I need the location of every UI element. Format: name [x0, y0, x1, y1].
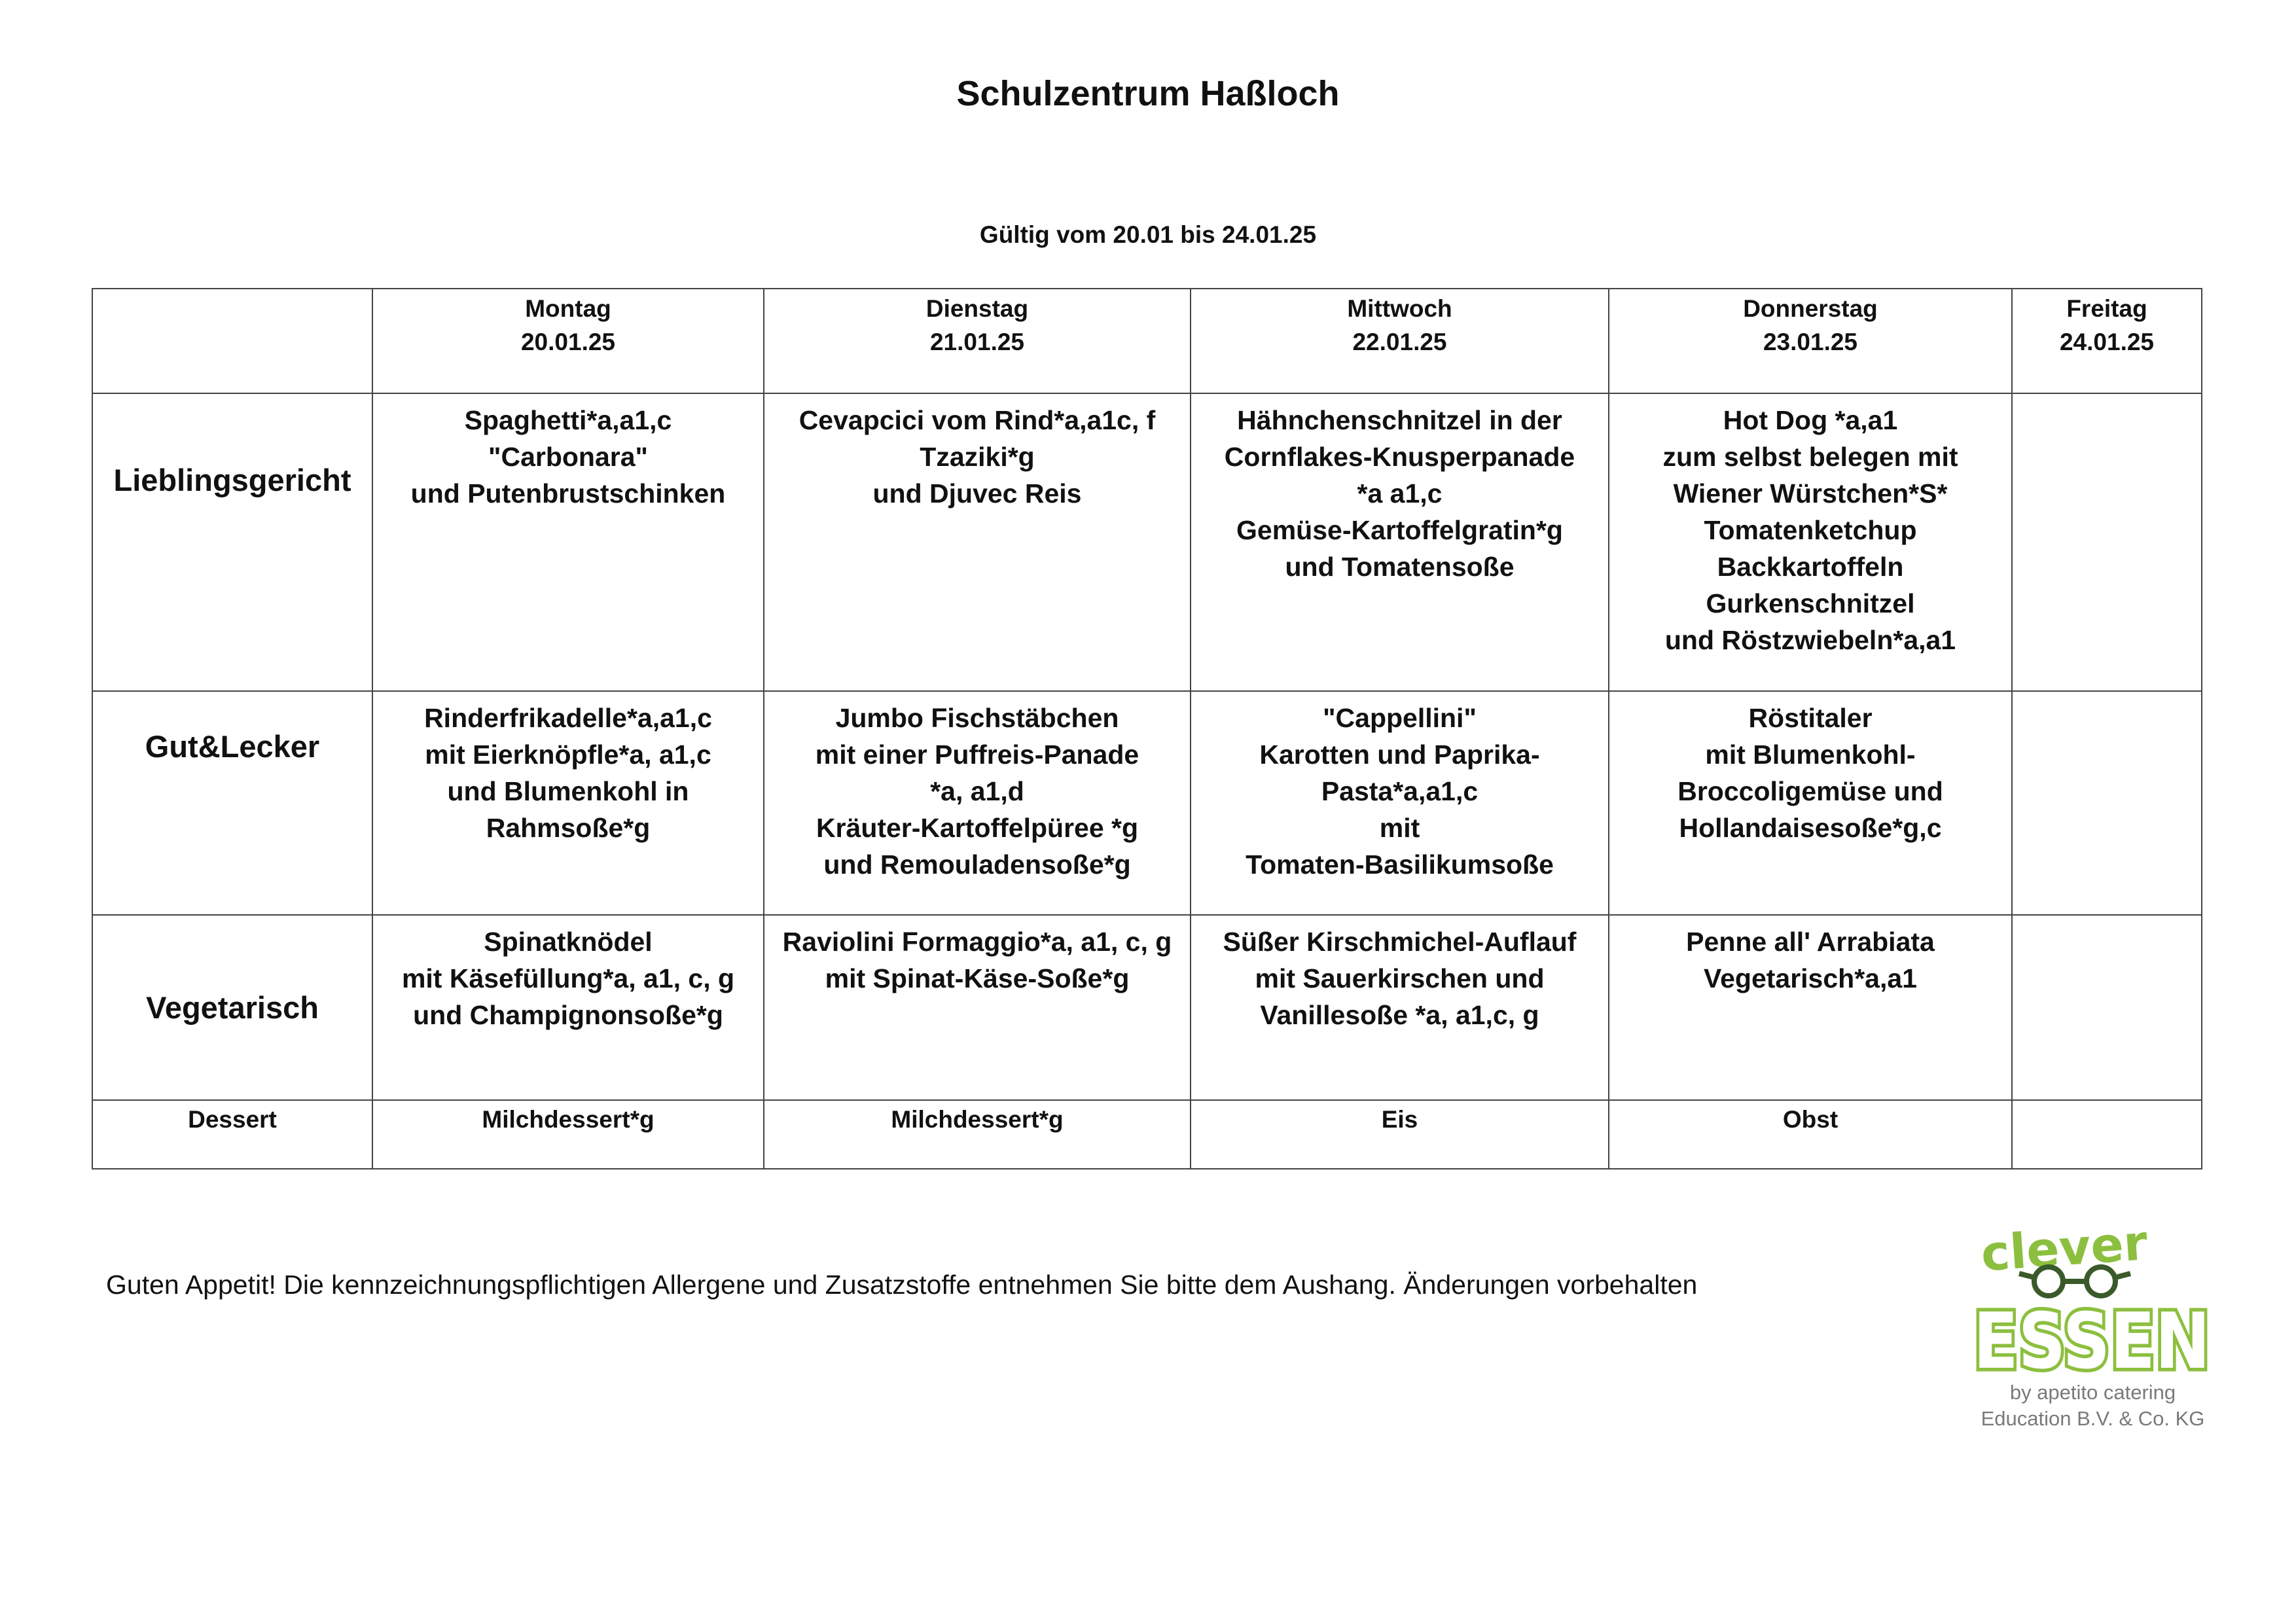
corner-cell: [92, 289, 372, 393]
dish-line: Raviolini Formaggio*a, a1, c, g: [782, 927, 1172, 957]
empty-menu-cell: [2012, 393, 2202, 691]
menu-cell: [372, 691, 764, 915]
dish-line: Vegetarisch*a,a1: [1704, 963, 1917, 993]
dish-line: Backkartoffeln: [1717, 552, 1904, 582]
logo-graphic: [1973, 1211, 2212, 1386]
dish-line: Hähnchenschnitzel in der: [1237, 405, 1562, 435]
allergen-note: Guten Appetit! Die kennzeichnungspflichtigen Allergene und Zusatzstoffe entnehmen Sie bitte dem Aushang. Änderungen vorbehalten: [106, 1270, 1698, 1300]
day-name: Dienstag: [925, 295, 1029, 322]
dish-line: Hollandaisesoße*g,c: [1679, 813, 1942, 843]
row-gut-und-lecker: [92, 691, 2202, 915]
day-name: Freitag: [2066, 295, 2147, 322]
dish-line: *a, a1,d: [930, 776, 1024, 806]
empty-dessert-cell: [2012, 1100, 2202, 1169]
day-name: Mittwoch: [1347, 295, 1452, 322]
dish-line: mit Spinat-Käse-Soße*g: [825, 963, 1130, 993]
dish-line: Rinderfrikadelle*a,a1,c: [424, 703, 712, 733]
dish-line: mit Sauerkirschen und: [1255, 963, 1545, 993]
menu-cell: [1609, 691, 2012, 915]
day-name: Donnerstag: [1743, 295, 1878, 322]
logo-byline: [1973, 1380, 2212, 1432]
dish-line: Vanillesoße *a, a1,c, g: [1260, 1000, 1539, 1030]
dish-line: mit Käsefüllung*a, a1, c, g: [401, 963, 735, 993]
menu-cell: [1191, 393, 1609, 691]
dish-line: "Cappellini": [1323, 703, 1477, 733]
row-label-dessert: Dessert: [92, 1100, 372, 1169]
day-date: 22.01.25: [1352, 329, 1447, 355]
dish-line: Hot Dog *a,a1: [1723, 405, 1898, 435]
row-label-vegetarisch: Vegetarisch: [92, 915, 372, 1100]
dish-line: Spaghetti*a,a1,c: [464, 405, 672, 435]
empty-menu-cell: [2012, 915, 2202, 1100]
dish-line: Pasta*a,a1,c: [1321, 776, 1479, 806]
dish-line: mit einer Puffreis-Panade: [815, 740, 1139, 770]
logo-word-top: clever: [1979, 1215, 2149, 1283]
row-label-gut-und-lecker: Gut&Lecker: [92, 691, 372, 915]
dish-line: Röstitaler: [1748, 703, 1873, 733]
dish-line: und Putenbrustschinken: [410, 478, 726, 508]
menu-cell: [1191, 915, 1609, 1100]
menu-cell: [764, 393, 1191, 691]
menu-cell: [1191, 691, 1609, 915]
dish-line: mit Eierknöpfle*a, a1,c: [425, 740, 711, 770]
day-header-tuesday: [764, 289, 1191, 393]
logo-byline-1: by apetito catering: [2009, 1381, 2176, 1404]
dish-line: Tomatenketchup: [1704, 515, 1917, 545]
dish-line: Broccoligemüse und: [1677, 776, 1943, 806]
logo-byline-2: Education B.V. & Co. KG: [1981, 1407, 2205, 1430]
dish-line: "Carbonara": [488, 442, 648, 472]
dish-line: Karotten und Paprika-: [1259, 740, 1540, 770]
dish-line: und Tomatensoße: [1285, 552, 1515, 582]
dish-line: und Remouladensoße*g: [823, 849, 1131, 880]
day-header-wednesday: [1191, 289, 1609, 393]
menu-cell: [764, 691, 1191, 915]
dish-line: Wiener Würstchen*S*: [1673, 478, 1948, 508]
dish-line: Rahmsoße*g: [486, 813, 651, 843]
dessert-cell: Milchdessert*g: [764, 1100, 1191, 1169]
validity-period: Gültig vom 20.01 bis 24.01.25: [979, 221, 1317, 248]
day-header-monday: [372, 289, 764, 393]
dish-line: Tzaziki*g: [920, 442, 1035, 472]
day-header-friday: [2012, 289, 2202, 393]
day-name: Montag: [525, 295, 611, 322]
dish-line: Jumbo Fischstäbchen: [835, 703, 1119, 733]
day-date: 24.01.25: [2059, 329, 2155, 355]
dish-line: Spinatknödel: [484, 927, 653, 957]
dish-line: Cevapcici vom Rind*a,a1c, f: [798, 405, 1156, 435]
dish-line: mit: [1379, 813, 1420, 843]
row-lieblingsgericht: [92, 393, 2202, 691]
menu-cell: [1609, 915, 2012, 1100]
day-date: 20.01.25: [520, 329, 616, 355]
dessert-cell: Eis: [1191, 1100, 1609, 1169]
dish-line: *a a1,c: [1357, 478, 1443, 508]
logo-word-main: ESSEN: [1973, 1296, 2210, 1386]
table-header-row: [92, 289, 2202, 393]
menu-table: [92, 288, 2202, 1169]
day-header-thursday: [1609, 289, 2012, 393]
dish-line: mit Blumenkohl-: [1705, 740, 1916, 770]
menu-cell: [372, 393, 764, 691]
dessert-cell: Milchdessert*g: [372, 1100, 764, 1169]
dish-line: Gurkenschnitzel: [1706, 588, 1915, 618]
page-title: Schulzentrum Haßloch: [956, 74, 1340, 113]
row-vegetarisch: [92, 915, 2202, 1100]
dish-line: zum selbst belegen mit: [1662, 442, 1958, 472]
day-date: 23.01.25: [1763, 329, 1858, 355]
dish-line: Cornflakes-Knusperpanade: [1224, 442, 1575, 472]
dish-line: und Djuvec Reis: [872, 478, 1082, 508]
dish-line: Tomaten-Basilikumsoße: [1246, 849, 1554, 880]
dessert-cell: Obst: [1609, 1100, 2012, 1169]
menu-cell: [764, 915, 1191, 1100]
row-dessert: [92, 1100, 2202, 1169]
dish-line: und Blumenkohl in: [447, 776, 689, 806]
menu-cell: [1609, 393, 2012, 691]
dish-line: Gemüse-Kartoffelgratin*g: [1236, 515, 1563, 545]
dish-line: Kräuter-Kartoffelpüree *g: [816, 813, 1139, 843]
row-label-lieblingsgericht: Lieblingsgericht: [92, 393, 372, 691]
dish-line: und Röstzwiebeln*a,a1: [1664, 625, 1956, 655]
dish-line: und Champignonsoße*g: [413, 1000, 723, 1030]
empty-menu-cell: [2012, 691, 2202, 915]
clever-essen-logo: [1973, 1211, 2212, 1433]
menu-cell: [372, 915, 764, 1100]
dish-line: Penne all' Arrabiata: [1686, 927, 1935, 957]
dish-line: Süßer Kirschmichel-Auflauf: [1223, 927, 1577, 957]
day-date: 21.01.25: [929, 329, 1025, 355]
